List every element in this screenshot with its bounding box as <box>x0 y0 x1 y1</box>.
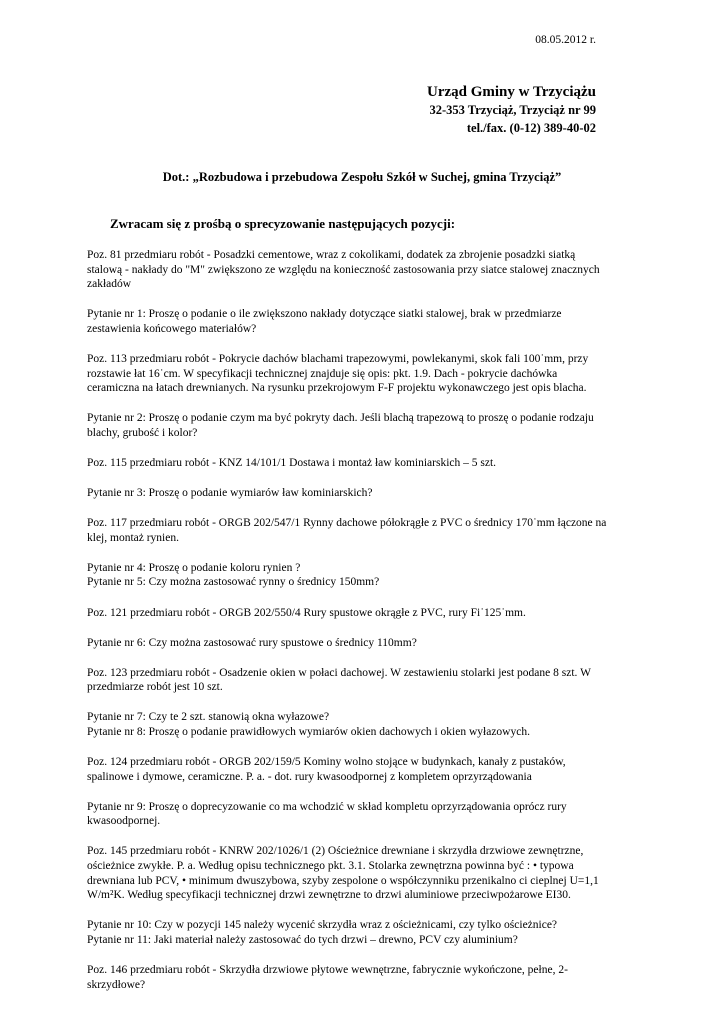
paragraph <box>87 486 645 501</box>
recipient-name: Urząd Gminy w Trzyciążu <box>426 84 596 100</box>
paragraph <box>87 710 645 739</box>
text-line: Poz. 146 przedmiaru robót - Skrzydła drzwiowe płytowe wewnętrzne, fabrycznie wykończone, pełne, 2- <box>87 964 568 976</box>
text-line: Pytanie nr 10: Czy w pozycji 145 należy wycenić skrzydła wraz z ościeżnicami, czy tylko ościeżnice? <box>87 919 558 932</box>
paragraph <box>87 456 645 471</box>
text-line: Pytanie nr 11: Jaki materiał należy zastosować do tych drzwi – drewno, PCV czy aluminium? <box>87 933 518 946</box>
paragraph <box>87 606 645 621</box>
paragraph <box>87 248 645 292</box>
text-line: zakładów <box>87 278 132 291</box>
paragraph <box>87 918 645 947</box>
text-line: ościeżnice zwykłe. P. a. Według opisu technicznego pkt. 3.1. Stolarka zewnętrzna powinna być : • typowa <box>87 860 574 873</box>
text-line: Poz. 81 przedmiaru robót - Posadzki cementowe, wraz z cokolikami, dodatek za zbrojenie posadzki siatką <box>87 249 576 261</box>
paragraph <box>87 666 645 695</box>
document-subject: Dot.: „Rozbudowa i przebudowa Zespołu Szkół w Suchej, gmina Trzyciąż” <box>162 170 562 184</box>
text-line: przedmiarze robót jest 10 szt. <box>87 681 223 694</box>
text-line: Pytanie nr 6: Czy można zastosować rury spustowe o średnicy 110mm? <box>87 636 417 649</box>
text-line: Poz. 123 przedmiaru robót - Osadzenie okien w połaci dachowej. W zestawieniu stolarki jest podane 8 szt. W <box>87 666 591 679</box>
text-line: Pytanie nr 8: Proszę o podanie prawidłowych wymiarów okien dachowych i okien wyłazowych. <box>87 725 530 738</box>
text-line: Pytanie nr 9: Proszę o doprecyzowanie co ma wchodzić w skład kompletu oprzyrządowania oprócz rury <box>87 800 567 813</box>
text-line: ceramiczna na łatach drewnianych. Na rysunku przekrojowym F-F projektu wykonawczego jest opis blacha. <box>87 382 587 395</box>
text-line: W/m²K. Według specyfikacji technicznej drzwi zewnętrzne to drzwi aluminiowe przeciwpożarowe EI30. <box>87 889 571 902</box>
text-line: Pytanie nr 4: Proszę o podanie koloru rynien ? <box>87 561 301 574</box>
paragraph <box>87 516 645 545</box>
text-line: drewniana lub PCV, • minimum dwuszybowa, szyby zespolone o współczynniku przenikalno ci cieplnej U=1,1 <box>87 874 599 887</box>
text-line: Pytanie nr 2: Proszę o podanie czym ma być pokryty dach. Jeśli blachą trapezową to proszę o podanie rodzaju <box>87 412 594 425</box>
text-line: Poz. 121 przedmiaru robót - ORGB 202/550/4 Rury spustowe okrągłe z PVC, rury Fi˙125˙mm. <box>87 606 526 619</box>
paragraph <box>87 844 645 902</box>
text-line: zestawienia końcowego materiałów? <box>87 322 257 335</box>
text-line: Poz. 117 przedmiaru robót - ORGB 202/547/1 Rynny dachowe półokrągłe z PVC o średnicy 170˙mm łączone na <box>87 517 607 530</box>
paragraph <box>87 963 645 992</box>
paragraph <box>87 352 645 396</box>
text-line: kwasoodpornej. <box>87 815 161 828</box>
recipient-phone: tel./fax. (0-12) 389-40-02 <box>466 121 596 135</box>
text-line: skrzydłowe? <box>87 978 146 991</box>
recipient-street: 32-353 Trzyciąż, Trzyciąż nr 99 <box>429 103 596 117</box>
text-line: klej, montaż rynien. <box>87 531 179 544</box>
paragraph <box>87 307 645 336</box>
document-date: 08.05.2012 r. <box>535 34 596 46</box>
document-body <box>87 248 645 1008</box>
paragraph <box>87 755 645 784</box>
text-line: Poz. 145 przedmiaru robót - KNRW 202/1026/1 (2) Ościeżnice drewniane i skrzydła drzwiowe zewnętrzne, <box>87 845 584 858</box>
text-line: Pytanie nr 1: Proszę o podanie o ile zwiększono nakłady dotyczące siatki stalowej, brak w przedmiarze <box>87 308 562 321</box>
text-line: Poz. 124 przedmiaru robót - ORGB 202/159/5 Kominy wolno stojące w budynkach, kanały z pustaków, <box>87 756 566 769</box>
paragraph <box>87 636 645 651</box>
text-line: Pytanie nr 5: Czy można zastosować rynny o średnicy 150mm? <box>87 576 380 589</box>
text-line: spalinowe i dymowe, ceramiczne. P. a. - dot. rury kwasoodpornej z kompletem oprzyrządowania <box>87 770 532 783</box>
text-line: Pytanie nr 3: Proszę o podanie wymiarów ław kominiarskich? <box>87 487 373 500</box>
paragraph <box>87 561 645 590</box>
document-intro: Zwracam się z prośbą o sprecyzowanie następujących pozycji: <box>110 216 456 231</box>
text-line: rozstawie łat 16˙cm. W specyfikacji technicznej znajduje się opis: pkt. 1.9. Dach - pokrycie dachówka <box>87 367 558 380</box>
text-line: Pytanie nr 7: Czy te 2 szt. stanowią okna wyłazowe? <box>87 711 330 724</box>
paragraph <box>87 800 645 829</box>
text-line: stalową - nakłady do "M" zwiększono ze względu na konieczność zastosowania przy siatce stalowej znacznych <box>87 263 600 276</box>
text-line: Poz. 115 przedmiaru robót - KNZ 14/101/1 Dostawa i montaż ław kominiarskich – 5 szt. <box>87 456 497 469</box>
text-line: Poz. 113 przedmiaru robót - Pokrycie dachów blachami trapezowymi, powlekanymi, skok fali 100˙mm, przy <box>87 352 589 365</box>
text-line: blachy, grubość i kolor? <box>87 426 198 439</box>
paragraph <box>87 411 645 440</box>
